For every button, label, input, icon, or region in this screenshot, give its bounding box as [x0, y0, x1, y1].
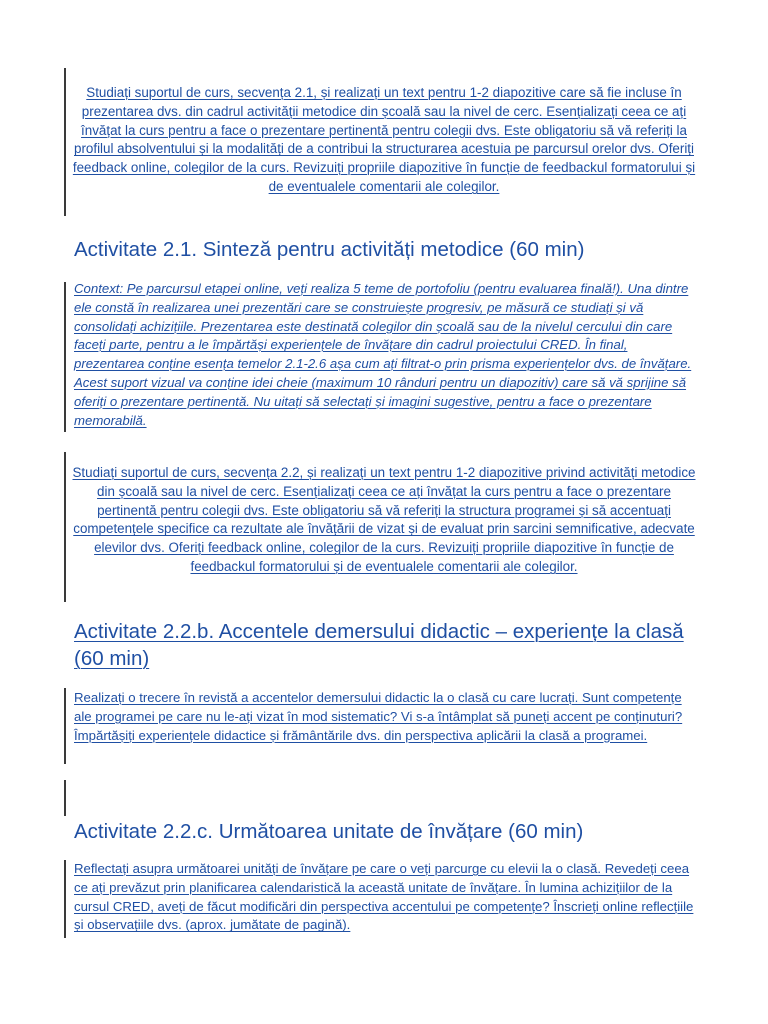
heading-activitate-2-2c: Activitate 2.2.c. Următoarea unitate de învățare (60 min): [74, 820, 584, 843]
heading-2-2b-block: [66, 618, 702, 672]
intro-2-2-text[interactable]: Studiați suportul de curs, secvența 2.2, și realizați un text pentru 1-2 diapozitive privind activități metodice din școală sau la nivel de cerc. Esențializați ceea ce ați învățat la curs pentru a face o prezentare pertinentă pentru colegii dvs. Este obligatoriu să vă referiți la structura programei și să accentuați competențele specifice ca rezultate ale învățării de vizat și de evaluat prin sarcini semnificative, adecvate elevilor dvs. Oferiți feedback online, colegilor de la curs. Revizuiți propriile diapozitive în funcție de feedbackul formatorului și de eventualele comentarii ale colegilor.: [72, 465, 696, 574]
intro-2-2-block: [66, 464, 702, 577]
body-2-2c-block: [66, 860, 702, 935]
body-2-2b-block: [66, 689, 702, 745]
heading-activitate-2-2b[interactable]: Activitate 2.2.b. Accentele demersului didactic – experiențe la clasă (60 min): [74, 620, 684, 670]
context-2-1-block: [66, 280, 702, 430]
context-2-1-text[interactable]: Context: Pe parcursul etapei online, veți realiza 5 teme de portofoliu (pentru evaluarea finală!). Una dintre ele constă în realizarea unei prezentări care se construiește progresiv, pe măsură ce studiați și vă consolidați achizițiile. Prezentarea este destinată colegilor din școală sau de la nivelul cercului din care faceți parte, pentru a le împărtăși experiențele de învățare din cadrul proiectului CRED. În final, prezentarea conține esența temelor 2.1-2.6 așa cum ați filtrat-o prin prisma experiențelor dvs. de învățare. Acest suport vizual va conține idei cheie (maximum 10 rânduri pentru un diapozitiv) care să vă sprijine să oferiți o prezentare pertinentă. Nu uitați să selectați și imagini sugestive, pentru a face o prezentare memorabilă.: [74, 281, 692, 428]
intro-2-1-block: [66, 84, 702, 197]
intro-2-1-text[interactable]: Studiați suportul de curs, secvența 2.1, și realizați un text pentru 1-2 diapozitive care să fie incluse în prezentarea dvs. din cadrul activității metodice din școală sau la nivel de cerc. Esențializați ceea ce ați învățat la curs pentru a face o prezentare pertinentă pentru colegii dvs. Este obligatoriu să vă referiți la profilul absolventului și la modalități de a contribui la structurarea acestuia pe parcursul orelor dvs. Oferiți feedback online, colegilor de la curs. Revizuiți propriile diapozitive în funcție de feedbackul formatorului și de eventualele comentarii ale colegilor.: [72, 85, 696, 194]
body-2-2b-text[interactable]: Realizați o trecere în revistă a accentelor demersului didactic la o clasă cu care lucrați. Sunt competențe ale programei pe care nu le-ați vizat în mod sistematic? Vi s-a întâmplat să puneți accent pe conținuturi? Împărtășiți experiențele didactice și frământările dvs. din perspectiva aplicării la clasă a programei.: [74, 690, 683, 743]
body-2-2c-text[interactable]: Reflectați asupra următoarei unități de învățare pe care o veți parcurge cu elevii la o clasă. Revedeți ceea ce ați prevăzut prin planificarea calendaristică la această unitate de învățare. În lumina achizițiilor de la cursul CRED, aveți de făcut modificări din perspectiva accentului pe competențe? Înscrieți online reflecțiile și observațiile dvs. (aprox. jumătate de pagină).: [74, 861, 694, 933]
section-bar: [64, 780, 66, 816]
heading-2-2c-block: [66, 818, 702, 845]
heading-activitate-2-1: Activitate 2.1. Sinteză pentru activități metodice (60 min): [74, 238, 585, 261]
heading-2-1-block: [66, 236, 702, 263]
